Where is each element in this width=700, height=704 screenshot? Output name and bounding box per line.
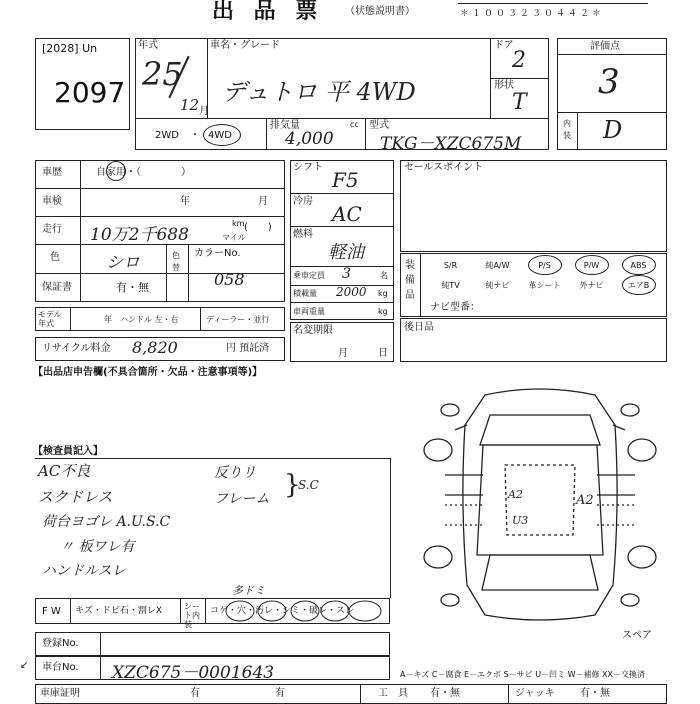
inspector-right-1: 反りリ <box>214 465 256 481</box>
damage-legend: A－キズ C－腐食 E－エクボ S－サビ U－凹ミ W－補修 XX－交換済 <box>400 670 646 679</box>
inspector-line-1: AC不良 <box>38 462 91 480</box>
displacement-value: 4,000 <box>285 129 334 149</box>
equipment-option: S/R <box>443 260 458 270</box>
type-code-label: 型式 <box>369 120 389 131</box>
equipment-option: 純A/W <box>485 260 510 270</box>
grade-label: 評価点 <box>590 41 620 52</box>
inspection-label: 車検 <box>42 196 62 207</box>
bottom-tools-label: 工 具 <box>378 688 408 699</box>
navi-label: ナビ型番： <box>430 302 480 313</box>
equipment-option-circle <box>575 255 609 275</box>
name-change-day-unit: 日 <box>378 348 388 359</box>
inspector-line-2: スクドレス <box>38 488 113 506</box>
inspector-brace: } <box>284 470 301 500</box>
chassis-arrow: ↙ <box>20 660 29 671</box>
equipment-option: P/W <box>583 260 600 270</box>
fw-text: キズ・ドビ石・割レX <box>75 606 162 616</box>
mileage-label: 走行 <box>42 224 62 235</box>
diagram-mark-3: A2 <box>576 493 594 508</box>
fw-seat-text: コゲ・穴・汚レ・シミ・破レ・スレ <box>210 606 355 616</box>
weight-label: 車両重量 <box>293 307 325 316</box>
shift-value: F5 <box>332 168 359 192</box>
fw-label: F W <box>42 606 61 617</box>
sales-point-label: セールスポイント <box>404 162 484 173</box>
chassis-label: 車台No. <box>42 662 79 673</box>
interior-label: 内装 <box>563 119 571 140</box>
equipment-option: 純TV <box>441 280 460 290</box>
model-year-label: モデル年式 <box>38 310 62 328</box>
bottom-garage-label: 車庫証明 <box>40 688 80 699</box>
drive-2wd: 2WD <box>155 130 179 141</box>
color-value: シロ <box>106 253 140 273</box>
aircon-value: AC <box>332 202 362 226</box>
header-subtitle: （状態説明書） <box>345 6 415 17</box>
equipment-option: エアB <box>627 280 650 290</box>
model-year-handle: ハンドル 左・右 <box>120 315 179 324</box>
inspector-right-mark: S.C <box>298 478 319 492</box>
bottom-yes-2: 有 <box>275 688 285 699</box>
load-value: 2000 <box>336 285 367 299</box>
header-title: 出 品 票 <box>212 0 324 24</box>
fw-note: 多ドミ <box>232 584 265 597</box>
capacity-unit: 名 <box>380 271 388 280</box>
bottom-row-box <box>35 684 667 704</box>
header-rule <box>458 3 648 4</box>
bottom-yes-1: 有 <box>190 688 200 699</box>
inspector-line-4: 〃 板ワレ有 <box>60 539 135 555</box>
equipment-option: P/S <box>538 260 551 270</box>
history-options: 自家用・（ ） <box>96 167 191 178</box>
inspector-line-3: 荷台ヨゴレ A.U.S.C <box>42 514 171 530</box>
color-label: 色 <box>50 252 60 263</box>
post-fit-label: 後日品 <box>404 322 434 333</box>
shape-value: T <box>512 90 527 115</box>
history-label: 車歴 <box>42 167 62 178</box>
name-change-month-unit: 月 <box>338 348 348 359</box>
shape-label: 形状 <box>494 80 514 91</box>
registration-box <box>35 632 390 656</box>
fuel-label: 燃料 <box>293 229 313 240</box>
bottom-jack-label: ジャッキ <box>515 688 555 699</box>
equipment-option: 革シート <box>528 280 561 290</box>
inspection-month-unit: 月 <box>258 196 268 207</box>
model-year-dealer: ディーラー・並行 <box>206 315 270 324</box>
inspection-year-unit: 年 <box>180 196 190 207</box>
inspector-label: 【検査員記入】 <box>33 446 103 457</box>
recycle-label: リサイクル料金 <box>42 343 111 354</box>
drive-4wd-circle <box>203 124 241 146</box>
mileage-unit-km: km <box>232 219 245 228</box>
equipment-option-circle <box>622 275 656 295</box>
capacity-label: 乗車定員 <box>293 271 325 280</box>
mileage-unit-mile: マイル <box>222 233 246 242</box>
load-unit: kg <box>378 289 388 298</box>
year-value: 25 <box>142 55 183 93</box>
lot-number: 2097 <box>54 76 126 109</box>
seller-notes-label: 【出品店申告欄(不具合箇所・欠品・注意事項等)】 <box>33 367 263 378</box>
sales-point-box <box>400 160 667 252</box>
weight-unit: kg <box>378 307 388 316</box>
lot-code: [2028] Un <box>42 42 98 55</box>
aircon-label: 冷房 <box>293 196 313 207</box>
model-label: 車名・グレード <box>210 40 280 51</box>
type-code-value: TKG－XZC675M <box>380 134 522 154</box>
fuel-value: 軽油 <box>328 242 364 263</box>
bottom-jack-value: 有・無 <box>580 688 610 699</box>
grade-value: 3 <box>598 62 620 102</box>
equipment-option: 純ナビ <box>485 280 510 290</box>
history-circle <box>106 161 126 181</box>
mileage-paren: ( ) <box>244 222 272 233</box>
inspector-right-2: フレーム <box>214 491 270 507</box>
drive-4wd: 4WD <box>208 130 232 141</box>
diagram-mark-1: A2 <box>508 488 523 501</box>
diagram-mark-2: U3 <box>512 514 529 527</box>
inspector-line-5: ハンドルスレ <box>42 563 126 579</box>
fw-circles <box>200 596 390 626</box>
year-month: 12 <box>180 96 200 114</box>
displacement-label: 排気量 <box>270 120 300 131</box>
interior-value: D <box>603 116 623 144</box>
doors-value: 2 <box>512 48 526 73</box>
year-label: 年式 <box>138 40 158 51</box>
year-month-unit: 月 <box>199 106 209 117</box>
post-fit-box <box>400 318 667 362</box>
spare-label: スペア <box>622 630 652 641</box>
equipment-option: ABS <box>630 260 647 270</box>
serial-number: ＊１００３２３０４４２＊ <box>460 9 605 19</box>
warranty-value: 有・無 <box>116 281 149 294</box>
capacity-value: 3 <box>342 266 351 282</box>
car-diagram <box>405 385 675 625</box>
doors-label: ドア <box>494 40 514 51</box>
bottom-tools-value: 有・無 <box>430 688 460 699</box>
equipment-option-circle <box>622 255 656 275</box>
recycle-unit: 円 預託済 <box>226 343 270 354</box>
fw-seat-label: シート内装 <box>184 602 200 629</box>
model-value: デュトロ 平 4WD <box>222 78 416 106</box>
drive-separator: ・ <box>190 130 200 141</box>
displacement-unit: cc <box>350 120 359 129</box>
equipment-option: 外ナビ <box>579 280 604 290</box>
color-code-label: カラーNo. <box>194 248 241 259</box>
model-year-unit: 年 <box>104 315 112 324</box>
registration-label: 登録No. <box>42 638 79 649</box>
color-code-value: 058 <box>214 270 245 289</box>
chassis-value: XZC675－0001643 <box>112 663 275 683</box>
equipment-label: 装備品 <box>405 260 415 301</box>
load-label: 積載量 <box>293 289 317 298</box>
warranty-label: 保証書 <box>42 282 72 293</box>
mileage-value: 10万2千688 <box>90 225 189 245</box>
equipment-option-circle <box>528 255 562 275</box>
recycle-value: 8,820 <box>132 338 178 357</box>
name-change-label: 名変期限 <box>293 325 333 336</box>
shift-label: シフト <box>293 162 323 173</box>
color-repaint-label: 色替 <box>172 251 180 272</box>
